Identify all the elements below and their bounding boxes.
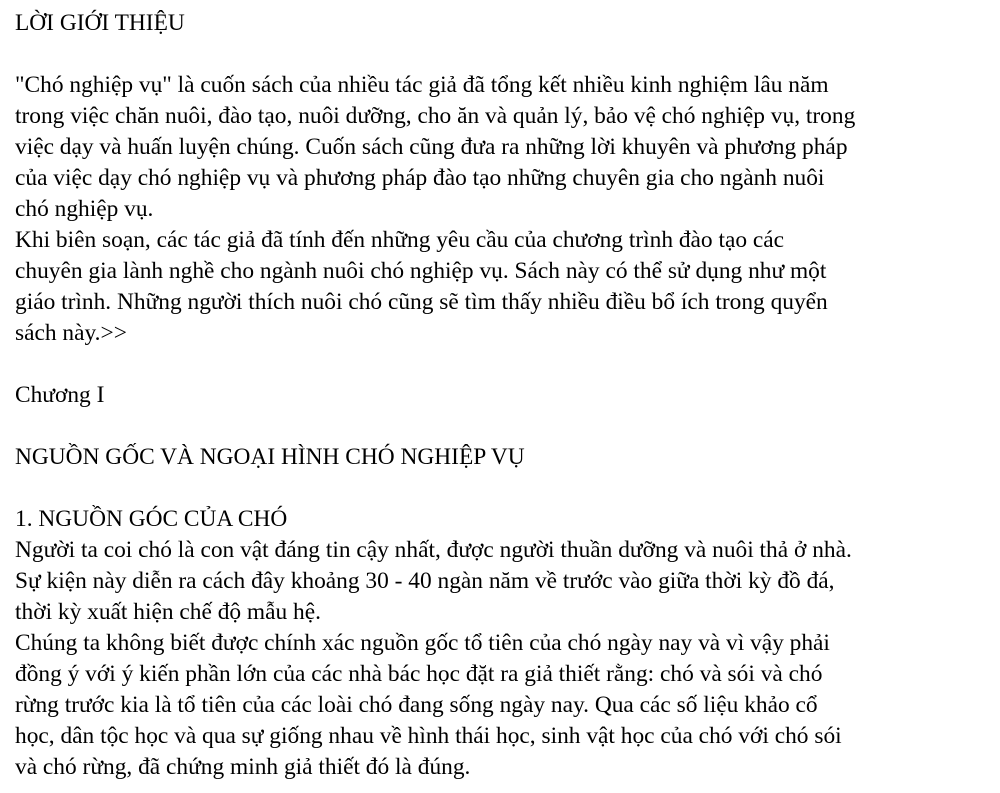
text-line: việc dạy và huấn luyện chúng. Cuốn sách cũng đưa ra những lời khuyên và phương pháp <box>15 134 848 160</box>
section-paragraph-1 <box>15 535 1000 628</box>
text-line: thời kỳ xuất hiện chế độ mẫu hệ. <box>15 599 321 625</box>
text-line: trong việc chăn nuôi, đào tạo, nuôi dưỡng, cho ăn và quản lý, bảo vệ chó nghiệp vụ, trong <box>15 103 856 129</box>
text-line: rừng trước kia là tổ tiên của các loài chó đang sống ngày nay. Qua các số liệu khảo cổ <box>15 692 818 718</box>
text-line: và chó rừng, đã chứng minh giả thiết đó là đúng. <box>15 754 471 780</box>
text-line: sách này.>> <box>15 320 127 346</box>
text-line: Sự kiện này diễn ra cách đây khoảng 30 - 40 ngàn năm về trước vào giữa thời kỳ đồ đá, <box>15 568 835 594</box>
text-line: của việc dạy chó nghiệp vụ và phương pháp đào tạo những chuyên gia cho ngành nuôi <box>15 165 825 191</box>
blank-line <box>15 411 1000 442</box>
text-line: giáo trình. Những người thích nuôi chó cũng sẽ tìm thấy nhiều điều bổ ích trong quyển <box>15 289 828 315</box>
intro-paragraph-2 <box>15 225 1000 349</box>
text-line: "Chó nghiệp vụ" là cuốn sách của nhiều tác giả đã tổng kết nhiều kinh nghiệm lâu năm <box>15 72 829 98</box>
text-line: Khi biên soạn, các tác giả đã tính đến những yêu cầu của chương trình đào tạo các <box>15 227 785 253</box>
text-line: chó nghiệp vụ. <box>15 196 154 222</box>
text-line: chuyên gia lành nghề cho ngành nuôi chó nghiệp vụ. Sách này có thể sử dụng như một <box>15 258 827 284</box>
text-line: đồng ý với ý kiến phần lớn của các nhà bác học đặt ra giả thiết rằng: chó và sói và chó <box>15 661 823 687</box>
blank-line <box>15 39 1000 70</box>
text-line: Chúng ta không biết được chính xác nguồn gốc tổ tiên của chó ngày nay và vì vậy phải <box>15 630 830 656</box>
intro-heading: LỜI GIỚI THIỆU <box>15 10 185 36</box>
section-paragraph-2 <box>15 628 1000 783</box>
chapter-title: NGUỒN GỐC VÀ NGOẠI HÌNH CHÓ NGHIỆP VỤ <box>15 444 525 470</box>
section-heading: 1. NGUỒN GÓC CỦA CHÓ <box>15 506 288 532</box>
text-line: học, dân tộc học và qua sự giống nhau về hình thái học, sinh vật học của chó với chó sói <box>15 723 842 749</box>
chapter-label: Chương I <box>15 382 105 408</box>
blank-line <box>15 473 1000 504</box>
intro-paragraph-1 <box>15 70 1000 225</box>
blank-line <box>15 349 1000 380</box>
text-line: Người ta coi chó là con vật đáng tin cậy nhất, được người thuần dưỡng và nuôi thả ở nhà. <box>15 537 852 563</box>
